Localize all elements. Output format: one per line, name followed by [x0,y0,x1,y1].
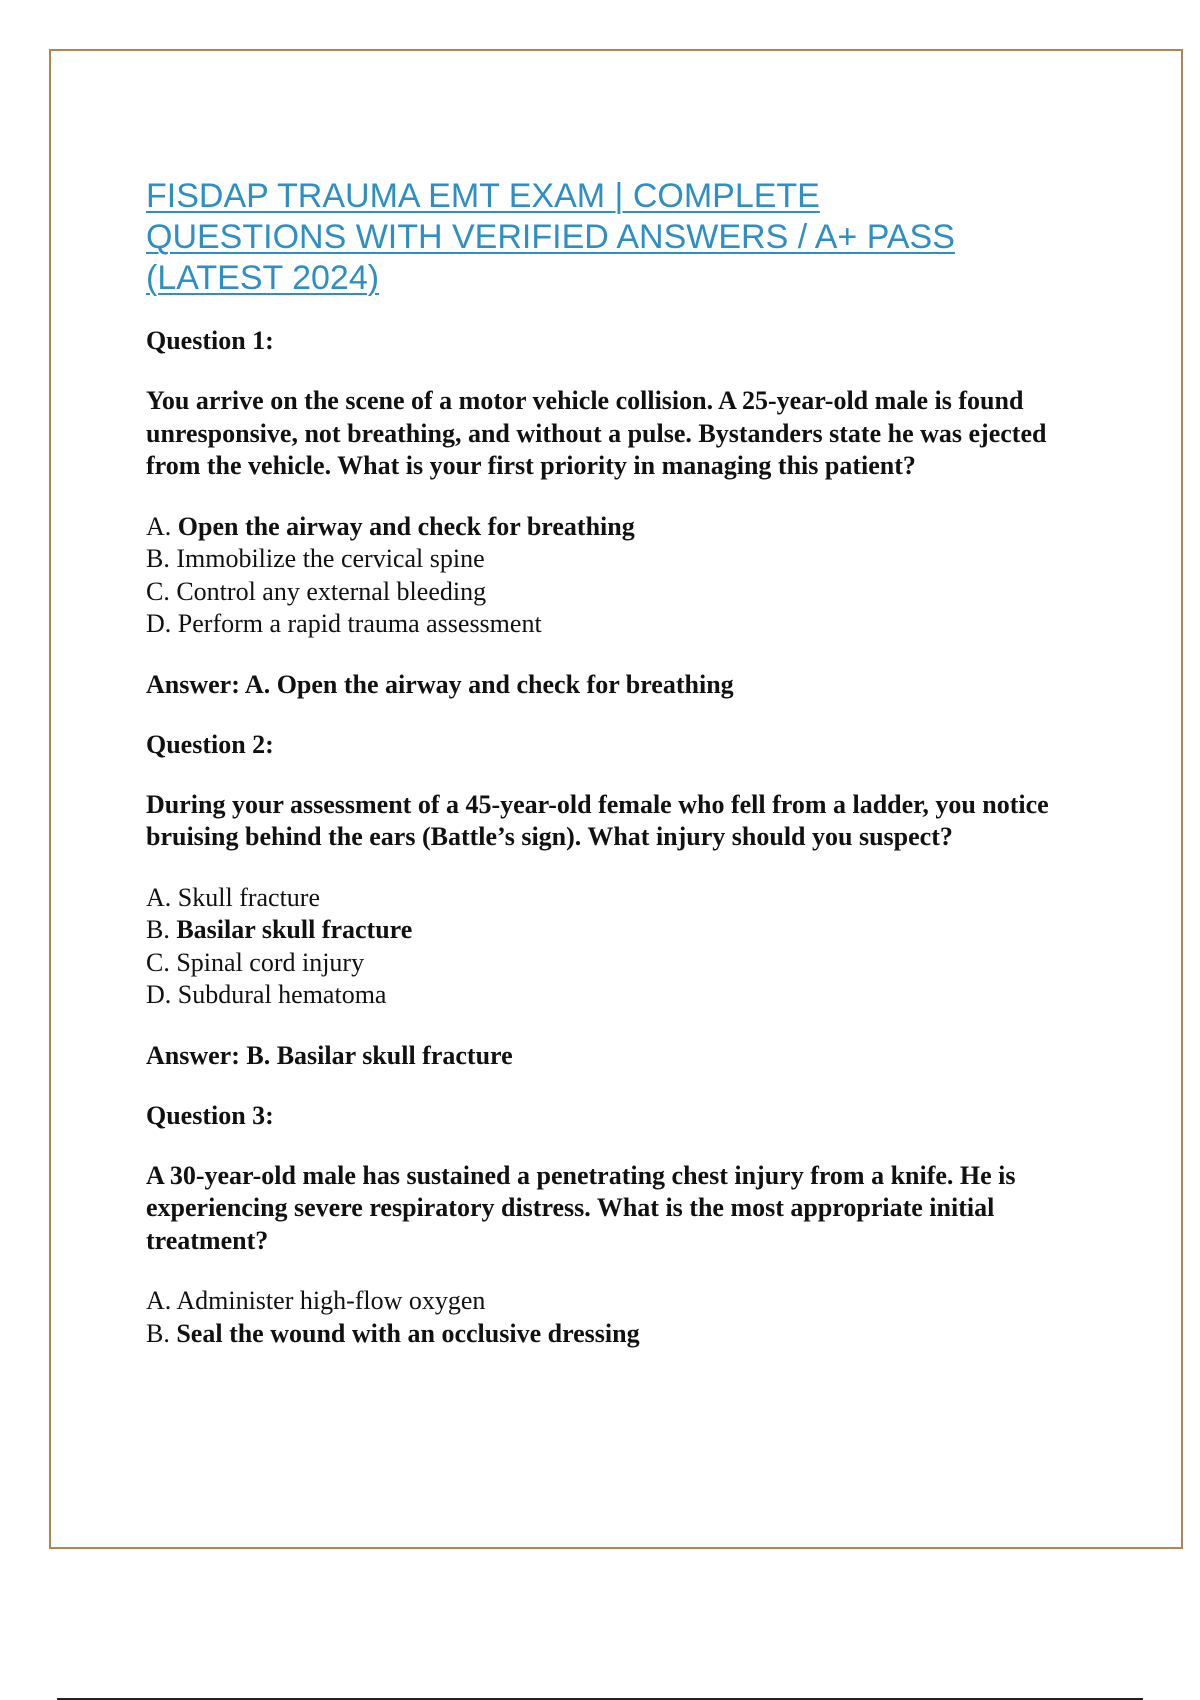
option-text: Administer high-flow oxygen [176,1286,486,1315]
option-letter: B. [146,915,170,944]
question-block-1 [146,325,1096,701]
question-text: You arrive on the scene of a motor vehicle collision. A 25-year-old male is found unresponsive, not breathing, and without a pulse. Bystanders state he was ejected from the vehicle. What is your first priority in managing this patient? [146,386,1047,480]
option-text: Skull fracture [177,882,321,912]
option-item [146,1318,1096,1351]
option-item [146,608,1096,641]
question-block-2 [146,729,1096,1072]
option-letter: C. [146,576,170,606]
question-block-3 [146,1100,1096,1351]
question-text: A 30-year-old male has sustained a penetrating chest injury from a knife. He is experiencing severe respiratory distress. What is the most appropriate initial treatment? [146,1160,1016,1255]
option-list [146,511,1096,641]
question-label: Question 1: [146,326,274,355]
option-text: Immobilize the cervical spine [176,544,485,573]
option-letter: D. [146,980,172,1009]
option-letter: B. [146,1318,170,1348]
option-item [146,543,1096,576]
document-content [146,176,1096,1378]
document-title-link[interactable] [146,176,1096,299]
option-letter: C. [146,947,170,977]
title-line-2: QUESTIONS WITH VERIFIED ANSWERS / A+ PASS [146,218,955,256]
option-text-correct: Basilar skull fracture [176,915,413,944]
option-item [146,947,1096,980]
option-text: Subdural hematoma [177,980,387,1009]
option-text: Spinal cord injury [176,947,365,977]
title-line-3: (LATEST 2024) [146,259,380,297]
option-text-correct: Open the airway and check for breathing [177,511,635,541]
option-item [146,576,1096,609]
option-letter: B. [146,544,170,573]
option-letter: D. [146,609,172,638]
option-item [146,979,1096,1012]
title-line-1: FISDAP TRAUMA EMT EXAM | COMPLETE [146,177,820,215]
option-text: Perform a rapid trauma assessment [177,609,542,638]
option-item [146,1285,1096,1318]
option-item [146,882,1096,915]
option-letter: A. [146,511,172,541]
option-list [146,1285,1096,1350]
question-label: Question 3: [146,1100,274,1130]
option-list [146,882,1096,1012]
option-text-correct: Seal the wound with an occlusive dressing [176,1318,640,1348]
option-item [146,914,1096,947]
answer-line: Answer: B. Basilar skull fracture [146,1040,513,1070]
answer-line: Answer: A. Open the airway and check for breathing [146,669,734,699]
question-label: Question 2: [146,729,274,759]
option-letter: A. [146,882,172,912]
question-text: During your assessment of a 45-year-old female who fell from a ladder, you notice bruising behind the ears (Battle’s sign). What injury should you suspect? [146,789,1049,851]
option-text: Control any external bleeding [176,576,487,606]
option-item [146,511,1096,544]
option-letter: A. [146,1286,172,1315]
